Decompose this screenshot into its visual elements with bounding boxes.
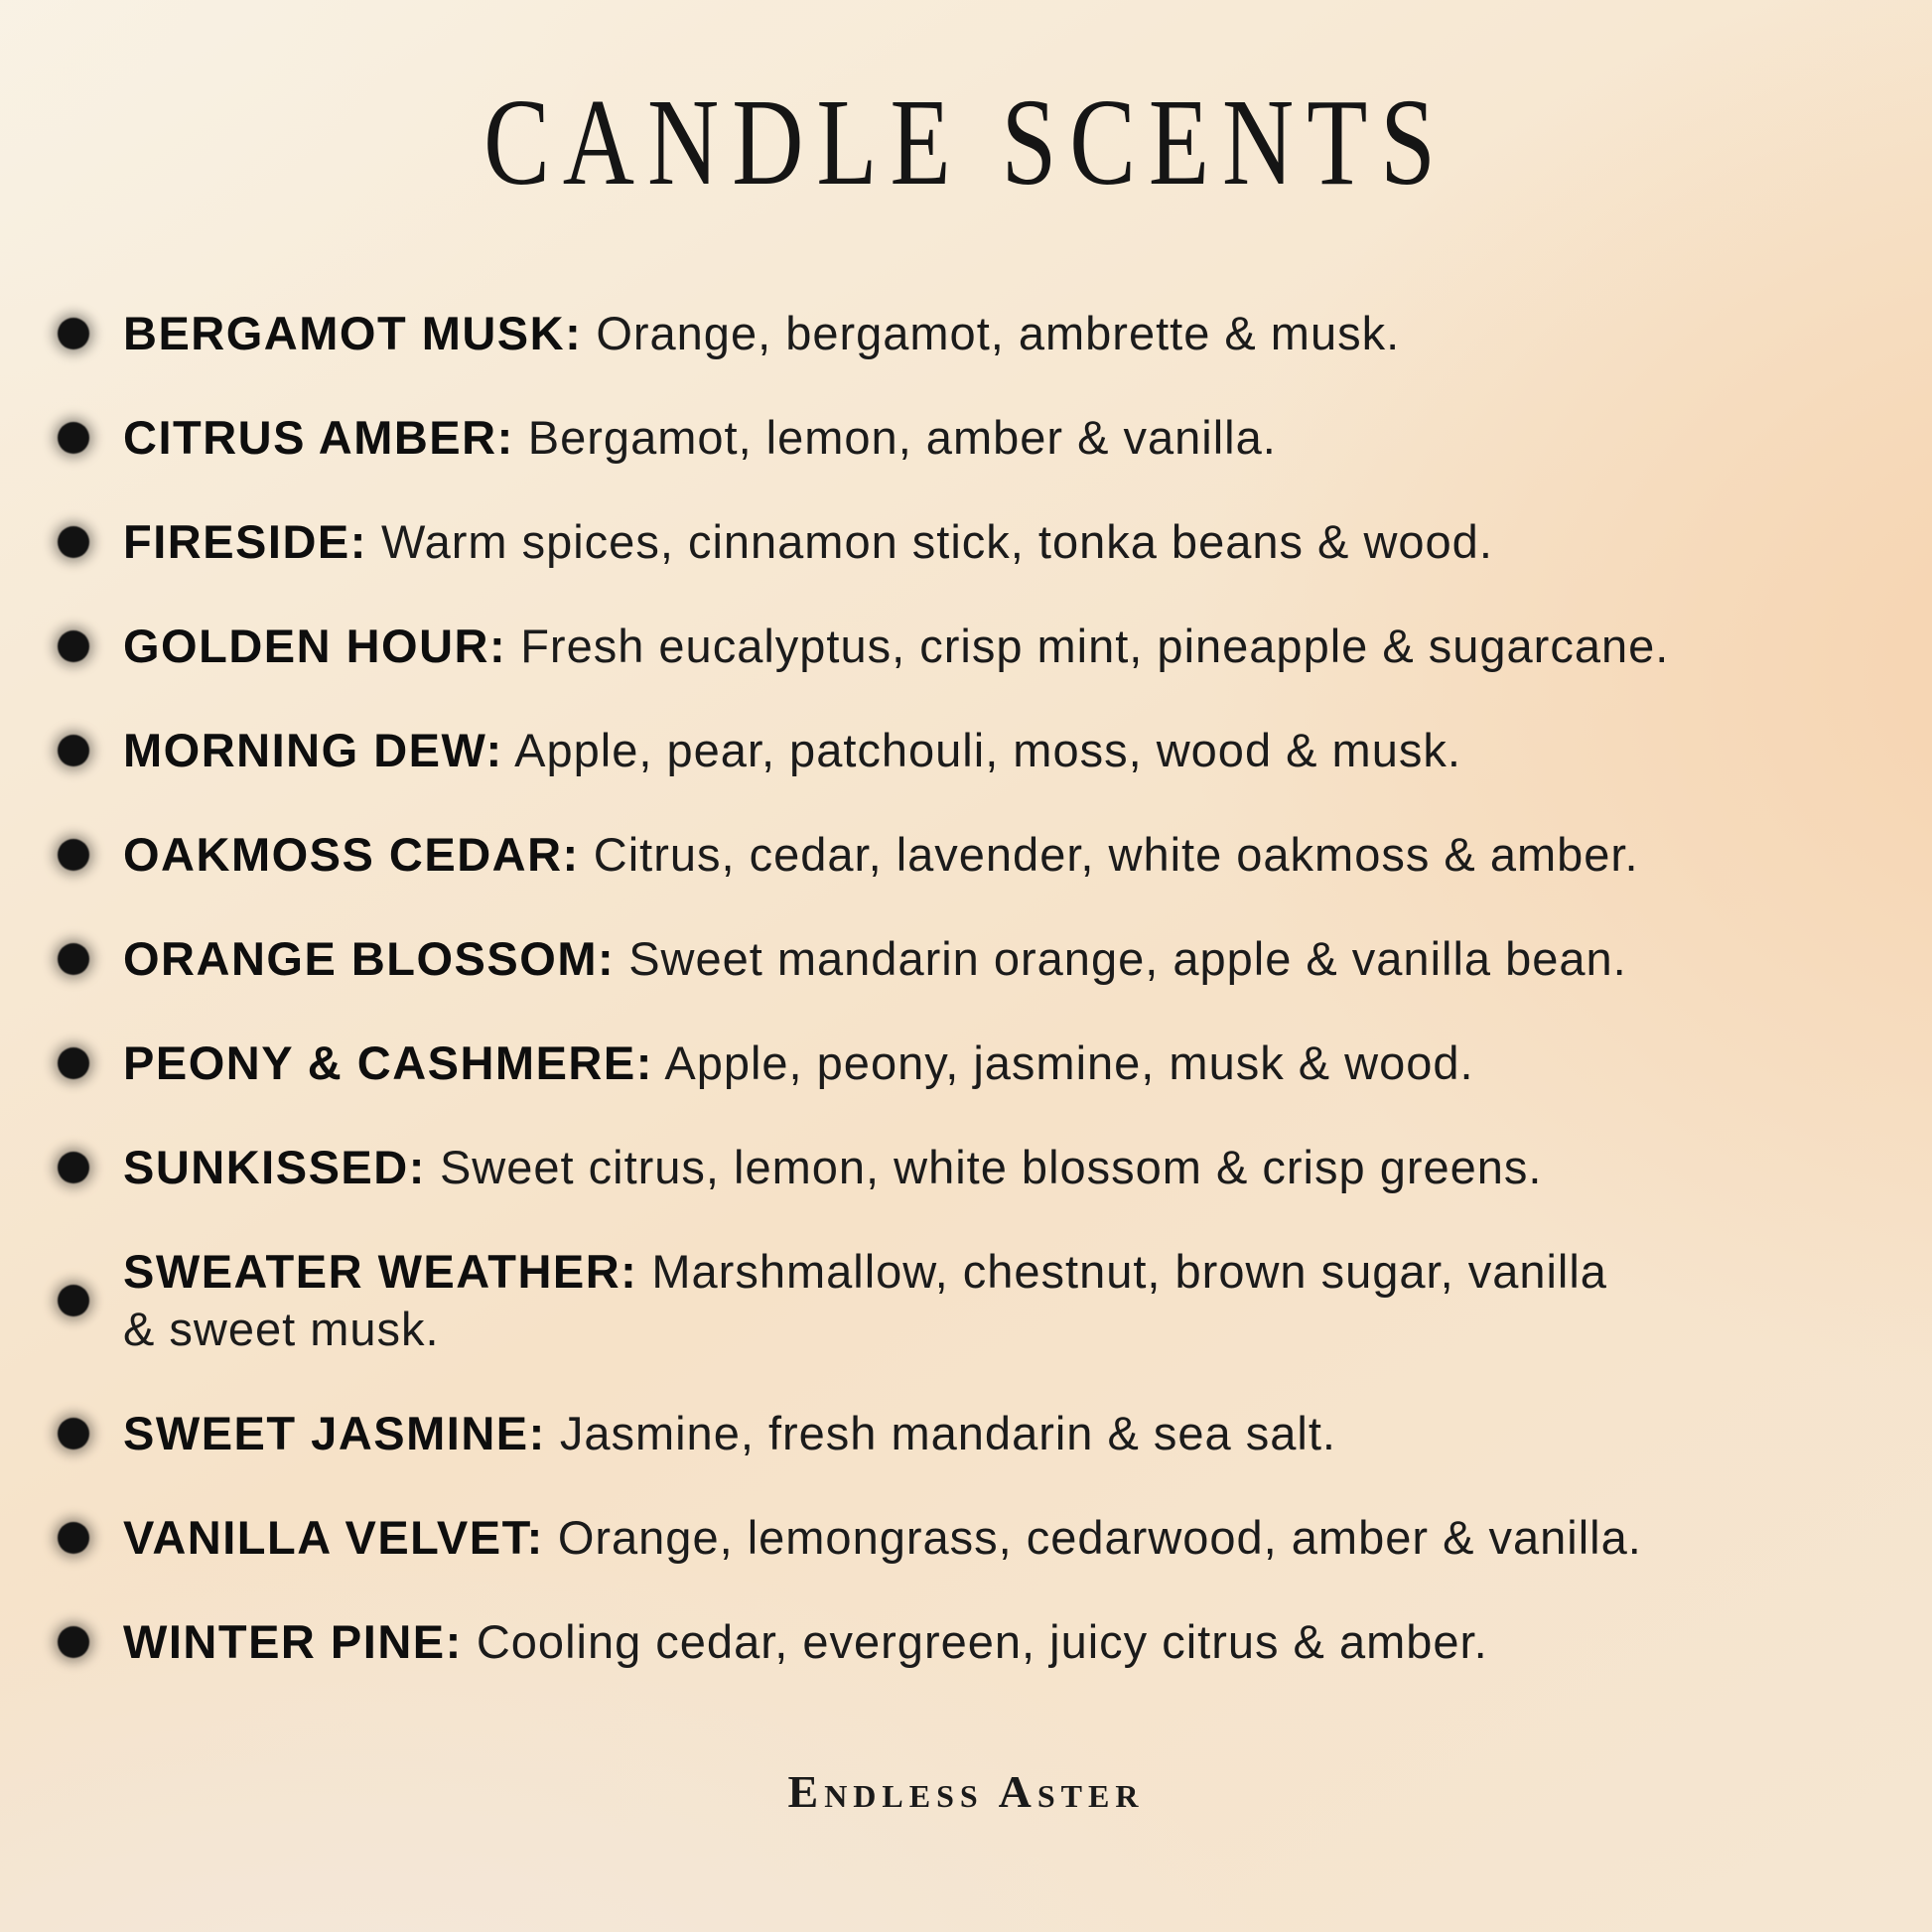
bullet-dot-icon <box>58 630 89 662</box>
bullet-dot-icon <box>58 526 89 558</box>
scent-entry <box>123 722 1461 779</box>
bullet-dot-icon <box>58 318 89 349</box>
list-item <box>58 826 1882 884</box>
scent-name: OAKMOSS CEDAR: <box>123 828 580 881</box>
list-item <box>58 1509 1882 1567</box>
list-item <box>58 513 1882 571</box>
scent-name: BERGAMOT MUSK: <box>123 307 583 359</box>
scent-entry <box>123 1509 1642 1567</box>
scent-description: Citrus, cedar, lavender, white oakmoss & amber. <box>593 828 1639 881</box>
scent-name: WINTER PINE: <box>123 1615 463 1668</box>
scent-description: Apple, pear, patchouli, moss, wood & musk. <box>514 724 1461 776</box>
scent-name: FIRESIDE: <box>123 515 367 568</box>
list-item <box>58 1613 1882 1671</box>
scent-description: Warm spices, cinnamon stick, tonka beans & wood. <box>380 515 1493 568</box>
bullet-dot-icon <box>58 1047 89 1079</box>
scent-description: Sweet mandarin orange, apple & vanilla bean. <box>628 932 1627 985</box>
scent-description: Apple, peony, jasmine, musk & wood. <box>664 1036 1474 1089</box>
scent-list <box>0 305 1932 1671</box>
bullet-dot-icon <box>58 1152 89 1183</box>
scent-entry <box>123 1035 1474 1092</box>
list-item <box>58 618 1882 675</box>
scent-name: PEONY & CASHMERE: <box>123 1036 653 1089</box>
scent-entry <box>123 930 1627 988</box>
scent-name: SUNKISSED: <box>123 1141 426 1193</box>
list-item <box>58 1035 1882 1092</box>
scent-description: Bergamot, lemon, amber & vanilla. <box>527 411 1277 464</box>
scent-description: Cooling cedar, evergreen, juicy citrus & amber. <box>476 1615 1488 1668</box>
list-item <box>58 930 1882 988</box>
list-item <box>58 722 1882 779</box>
bullet-dot-icon <box>58 422 89 454</box>
scent-name: SWEET JASMINE: <box>123 1407 546 1459</box>
scent-description: Marshmallow, chestnut, brown sugar, vanilla <box>651 1245 1607 1298</box>
list-item <box>58 305 1882 362</box>
bullet-dot-icon <box>58 1522 89 1554</box>
scent-description-line2: & sweet musk. <box>123 1303 440 1355</box>
brand-footer: Endless Aster <box>787 1766 1145 1817</box>
bullet-dot-icon <box>58 943 89 975</box>
scent-name: CITRUS AMBER: <box>123 411 514 464</box>
bullet-dot-icon <box>58 1285 89 1316</box>
scent-entry <box>123 1613 1488 1671</box>
scent-entry <box>123 1243 1607 1358</box>
bullet-dot-icon <box>58 735 89 766</box>
scent-entry <box>123 826 1639 884</box>
scent-description: Jasmine, fresh mandarin & sea salt. <box>559 1407 1336 1459</box>
page-title: CANDLE SCENTS <box>483 74 1449 211</box>
scent-name: GOLDEN HOUR: <box>123 620 507 672</box>
scent-entry <box>123 409 1277 467</box>
list-item <box>58 409 1882 467</box>
scent-name: VANILLA VELVET: <box>123 1511 544 1564</box>
bullet-dot-icon <box>58 1626 89 1658</box>
bullet-dot-icon <box>58 1418 89 1449</box>
list-item <box>58 1243 1882 1358</box>
scent-name: SWEATER WEATHER: <box>123 1245 638 1298</box>
bullet-dot-icon <box>58 839 89 871</box>
scent-entry <box>123 1405 1336 1462</box>
scent-description: Fresh eucalyptus, crisp mint, pineapple & sugarcane. <box>520 620 1670 672</box>
scent-description: Orange, bergamot, ambrette & musk. <box>596 307 1401 359</box>
list-item <box>58 1405 1882 1462</box>
scent-name: ORANGE BLOSSOM: <box>123 932 616 985</box>
scent-description: Orange, lemongrass, cedarwood, amber & vanilla. <box>557 1511 1642 1564</box>
scent-description: Sweet citrus, lemon, white blossom & crisp greens. <box>439 1141 1543 1193</box>
list-item <box>58 1139 1882 1196</box>
scent-entry <box>123 1139 1542 1196</box>
scent-name: MORNING DEW: <box>123 724 503 776</box>
scent-entry <box>123 618 1669 675</box>
scent-entry <box>123 513 1493 571</box>
scent-entry <box>123 305 1400 362</box>
